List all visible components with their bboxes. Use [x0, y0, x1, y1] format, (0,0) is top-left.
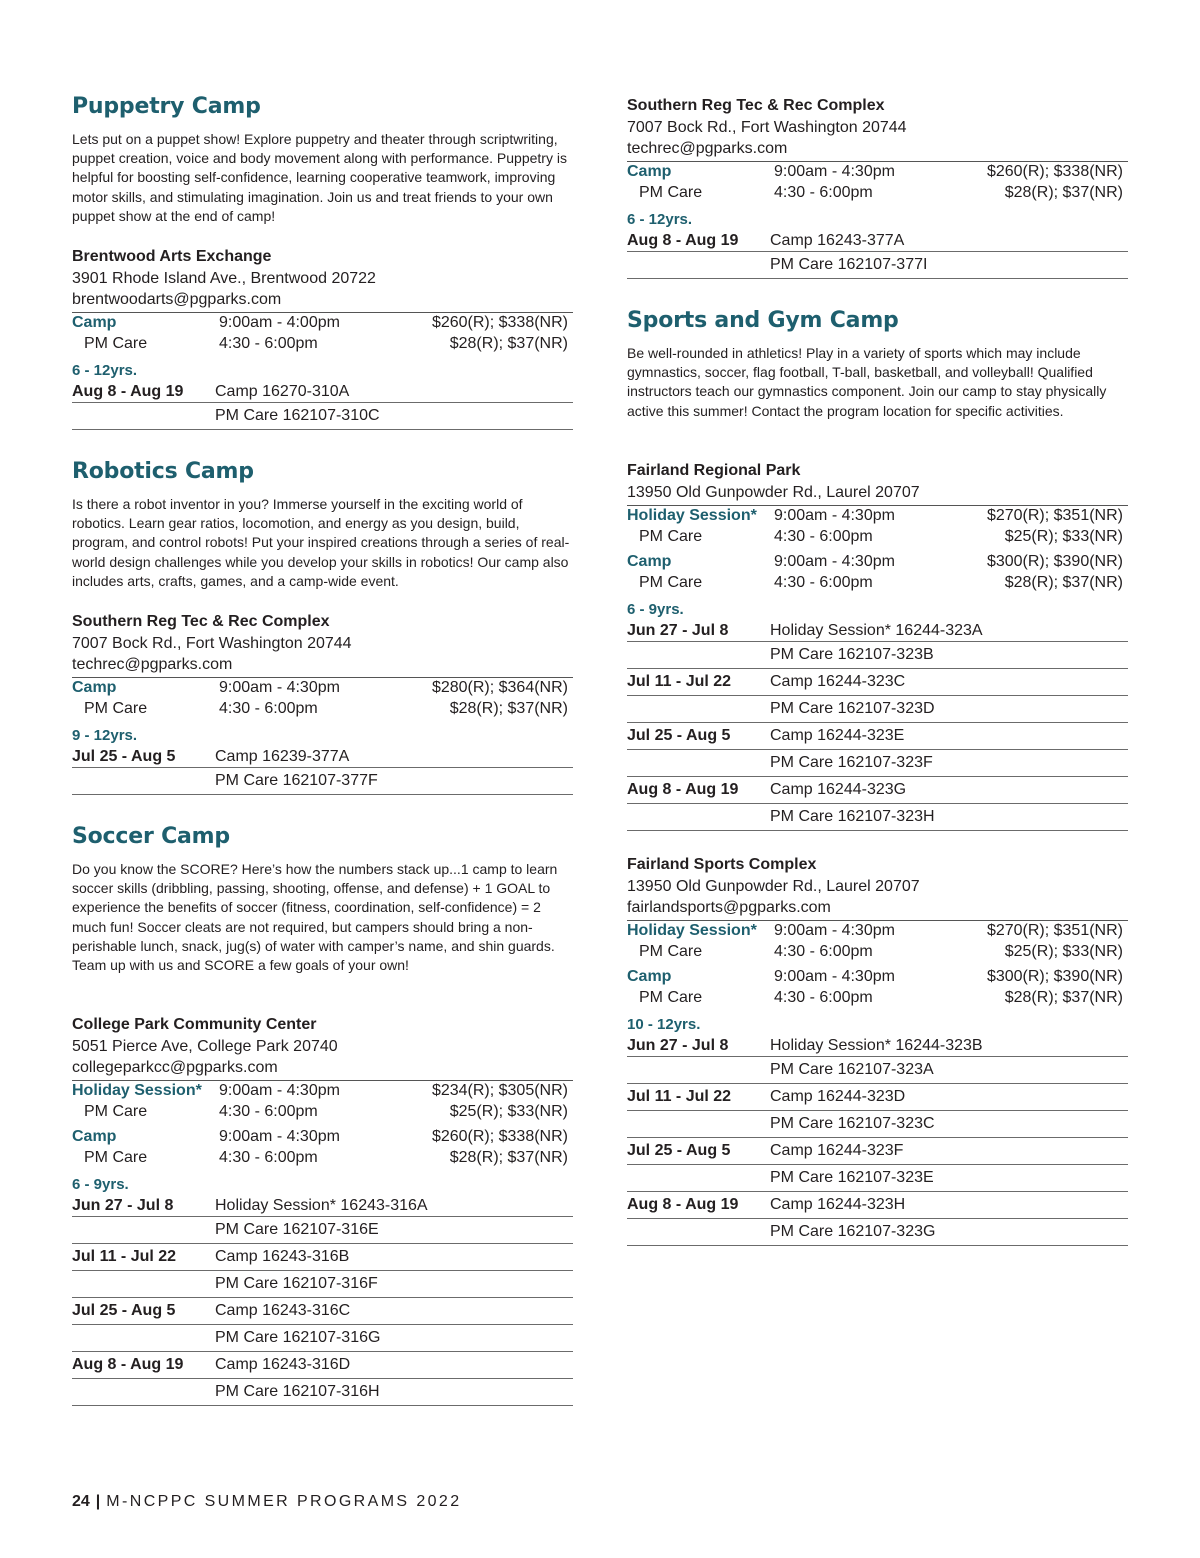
location-name: Southern Reg Tec & Rec Complex	[627, 97, 885, 114]
rate-time: 4:30 - 6:00pm	[219, 699, 318, 717]
session-code: PM Care 162107-323E	[770, 1169, 934, 1186]
rate-time: 4:30 - 6:00pm	[774, 988, 873, 1006]
rate-row	[72, 1081, 573, 1102]
session-row	[627, 642, 1128, 669]
rate-row	[627, 942, 1128, 963]
session-row	[627, 1084, 1128, 1111]
session-code: Camp 16243-316D	[215, 1356, 351, 1373]
page-number: 24	[72, 1493, 90, 1510]
session-row	[627, 777, 1128, 804]
session-code: Camp 16243-316C	[215, 1302, 351, 1319]
session-row	[627, 669, 1128, 696]
session-date: Jul 11 - Jul 22	[627, 1088, 732, 1105]
session-table	[72, 746, 573, 795]
session-code: PM Care 162107-323F	[770, 754, 933, 771]
rate-label: PM Care	[639, 942, 703, 960]
session-code: PM Care 162107-316H	[215, 1383, 380, 1400]
session-code: PM Care 162107-323G	[770, 1223, 936, 1240]
rate-price: $260(R); $338(NR)	[431, 314, 568, 331]
rate-time: 9:00am - 4:30pm	[774, 922, 895, 939]
rate-time: 9:00am - 4:30pm	[774, 163, 895, 180]
session-date: Jul 11 - Jul 22	[627, 673, 732, 690]
rate-time: 4:30 - 6:00pm	[219, 334, 318, 352]
robotics-location-block	[72, 612, 573, 675]
age-range: 6 - 9yrs.	[627, 601, 684, 618]
location-address: 13950 Old Gunpowder Rd., Laurel 20707	[627, 484, 920, 501]
rate-price: $260(R); $338(NR)	[431, 1128, 568, 1145]
footer-separator: |	[95, 1493, 101, 1510]
rate-time: 4:30 - 6:00pm	[774, 183, 873, 201]
rate-label: Camp	[627, 163, 672, 180]
session-row	[627, 1138, 1128, 1165]
location-address: 13950 Old Gunpowder Rd., Laurel 20707	[627, 878, 920, 895]
session-row	[627, 1111, 1128, 1138]
session-code: PM Care 162107-323C	[770, 1115, 935, 1132]
session-code: Camp 16270-310A	[215, 383, 350, 400]
session-date: Aug 8 - Aug 19	[72, 383, 184, 400]
rate-time: 4:30 - 6:00pm	[219, 1102, 318, 1120]
session-table	[72, 381, 573, 430]
rate-row	[627, 967, 1128, 988]
session-row	[72, 1271, 573, 1298]
page-footer	[72, 1493, 462, 1511]
session-code: PM Care 162107-377I	[770, 256, 928, 273]
rate-label: PM Care	[84, 1148, 148, 1166]
rate-time: 9:00am - 4:30pm	[774, 507, 895, 524]
rate-price: $270(R); $351(NR)	[986, 507, 1123, 524]
rate-row	[72, 678, 573, 699]
session-row	[627, 1165, 1128, 1192]
rate-time: 9:00am - 4:30pm	[219, 1082, 340, 1099]
rate-price: $25(R); $33(NR)	[449, 1102, 568, 1120]
rate-label: Camp	[72, 1128, 117, 1145]
session-row	[627, 804, 1128, 831]
rate-row	[627, 527, 1128, 548]
session-row	[72, 768, 573, 795]
session-code: PM Care 162107-323B	[770, 646, 934, 663]
rate-price: $28(R); $37(NR)	[1004, 573, 1123, 591]
location-name: College Park Community Center	[72, 1016, 317, 1033]
sports-camp-title: Sports and Gym Camp	[627, 308, 899, 333]
session-row	[627, 1219, 1128, 1246]
age-range: 6 - 12yrs.	[72, 362, 138, 379]
rate-price: $260(R); $338(NR)	[986, 163, 1123, 180]
southern-rate-table	[627, 161, 1128, 279]
rate-row	[627, 552, 1128, 573]
robotics-camp-title: Robotics Camp	[72, 459, 254, 484]
rate-time: 9:00am - 4:30pm	[774, 553, 895, 570]
rate-time: 4:30 - 6:00pm	[774, 573, 873, 591]
session-code: PM Care 162107-323A	[770, 1061, 934, 1078]
session-row	[627, 1057, 1128, 1084]
fairland-park-rate-table	[627, 505, 1128, 831]
publication-title: M-NCPPC SUMMER PROGRAMS 2022	[106, 1493, 462, 1510]
rate-time: 9:00am - 4:30pm	[219, 679, 340, 696]
session-code: Camp 16244-323C	[770, 673, 906, 690]
session-code: Camp 16239-377A	[215, 748, 350, 765]
rate-label: Camp	[627, 968, 672, 985]
rate-price: $280(R); $364(NR)	[431, 679, 568, 696]
rate-price: $25(R); $33(NR)	[1004, 527, 1123, 545]
puppetry-rate-table	[72, 312, 573, 430]
location-email[interactable]: techrec@pgparks.com	[72, 656, 233, 673]
session-date: Jun 27 - Jul 8	[627, 1037, 729, 1054]
location-email[interactable]: techrec@pgparks.com	[627, 140, 788, 157]
session-row	[627, 696, 1128, 723]
rate-price: $270(R); $351(NR)	[986, 922, 1123, 939]
session-code: Camp 16243-316B	[215, 1248, 350, 1265]
session-row	[72, 1244, 573, 1271]
session-date: Jul 11 - Jul 22	[72, 1248, 177, 1265]
age-range: 9 - 12yrs.	[72, 727, 138, 744]
session-code: PM Care 162107-377F	[215, 772, 378, 789]
age-range: 6 - 9yrs.	[72, 1176, 129, 1193]
location-name: Fairland Sports Complex	[627, 856, 817, 873]
rate-row	[72, 1127, 573, 1148]
rate-row	[627, 921, 1128, 942]
rate-price: $28(R); $37(NR)	[449, 1148, 568, 1166]
location-address: 7007 Bock Rd., Fort Washington 20744	[72, 635, 352, 652]
session-row	[627, 620, 1128, 642]
session-row	[72, 1217, 573, 1244]
session-code: PM Care 162107-316E	[215, 1221, 379, 1238]
session-date: Jul 25 - Aug 5	[627, 727, 731, 744]
soccer-camp-description: Do you know the SCORE? Here’s how the numbers stack up...1 camp to learn soccer skills (dribbling, passing, shooting, offense, and defense) + 1 GOAL to experience the benefits of soccer (fitness, coordination, self-confidence) = 2 much fun! Soccer cleats are not required, but campers should bring a non-perishable lunch, snack, jug(s) of water with camper’s name, and shin guards. Team up with us and SCORE a few goals of your own!	[72, 861, 558, 974]
rate-label: Holiday Session*	[72, 1082, 202, 1099]
session-row	[627, 723, 1128, 750]
rate-row	[627, 988, 1128, 1009]
rate-label: PM Care	[639, 988, 703, 1006]
soccer-rate-table	[72, 1080, 573, 1406]
rate-label: PM Care	[84, 334, 148, 352]
session-row	[72, 1195, 573, 1217]
session-row	[72, 1379, 573, 1406]
session-date: Jun 27 - Jul 8	[72, 1197, 174, 1214]
session-date: Aug 8 - Aug 19	[627, 1196, 739, 1213]
rate-row	[72, 1102, 573, 1123]
puppetry-camp-description: Lets put on a puppet show! Explore puppetry and theater through scriptwriting, puppet creation, voice and body movement along with performance. Puppetry is helpful for boosting self-confidence, learning cooperative teamwork, improving motor skills, and stimulating imagination. Join us and treat friends to your own puppet show at the end of camp!	[72, 131, 567, 224]
session-table	[72, 1195, 573, 1406]
robotics-camp-description: Is there a robot inventor in you? Immerse yourself in the exciting world of robotics. Learn gear ratios, locomotion, and energy as you design, build, program, and control robots! Put your inspired creations through a series of real-world design challenges while you develop your skills in robotics! Our camp also includes arts, crafts, games, and a camp-wide event.	[72, 496, 570, 589]
rate-price: $234(R); $305(NR)	[431, 1082, 568, 1099]
fairland-sports-rate-table	[627, 920, 1128, 1246]
age-range: 10 - 12yrs.	[627, 1016, 701, 1033]
session-row	[627, 230, 1128, 252]
rate-price: $300(R); $390(NR)	[986, 968, 1123, 985]
robotics-rate-table	[72, 677, 573, 795]
session-date: Aug 8 - Aug 19	[627, 781, 739, 798]
rate-label: PM Care	[84, 1102, 148, 1120]
location-address: 3901 Rhode Island Ave., Brentwood 20722	[72, 270, 376, 287]
rate-row	[72, 1148, 573, 1169]
rate-label: Holiday Session*	[627, 922, 757, 939]
rate-row	[72, 699, 573, 720]
rate-label: PM Care	[84, 699, 148, 717]
rate-price: $300(R); $390(NR)	[986, 553, 1123, 570]
session-code: Camp 16243-377A	[770, 232, 905, 249]
rate-time: 4:30 - 6:00pm	[774, 942, 873, 960]
location-name: Brentwood Arts Exchange	[72, 248, 272, 265]
rate-row	[627, 573, 1128, 594]
session-row	[72, 1298, 573, 1325]
session-row	[627, 1192, 1128, 1219]
session-code: PM Care 162107-310C	[215, 407, 380, 424]
puppetry-camp-title: Puppetry Camp	[72, 94, 261, 119]
rate-time: 4:30 - 6:00pm	[774, 527, 873, 545]
rate-label: Holiday Session*	[627, 507, 757, 524]
session-date: Jul 25 - Aug 5	[72, 748, 176, 765]
rate-price: $28(R); $37(NR)	[1004, 988, 1123, 1006]
session-date: Aug 8 - Aug 19	[72, 1356, 184, 1373]
rate-time: 9:00am - 4:30pm	[774, 968, 895, 985]
fairland-sports-location-block	[627, 855, 1128, 918]
location-name: Southern Reg Tec & Rec Complex	[72, 613, 330, 630]
soccer-camp-title: Soccer Camp	[72, 824, 230, 849]
location-address: 5051 Pierce Ave, College Park 20740	[72, 1038, 338, 1055]
location-email[interactable]: fairlandsports@pgparks.com	[627, 899, 831, 916]
sports-camp-description: Be well-rounded in athletics! Play in a variety of sports which may include gymnastics, soccer, flag football, T-ball, basketball, and volleyball! Qualified instructors teach our gymnastics component. Join our camp to stay physically active this summer! Contact the program location for specific activities.	[627, 345, 1107, 419]
session-row	[72, 381, 573, 403]
session-row	[72, 746, 573, 768]
session-row	[627, 750, 1128, 777]
rate-time: 9:00am - 4:00pm	[219, 314, 340, 331]
session-code: Holiday Session* 16244-323B	[770, 1037, 983, 1054]
session-row	[72, 1352, 573, 1379]
rate-label: PM Care	[639, 183, 703, 201]
session-code: Holiday Session* 16243-316A	[215, 1197, 428, 1214]
rate-price: $28(R); $37(NR)	[1004, 183, 1123, 201]
rate-label: Camp	[72, 679, 117, 696]
session-code: Holiday Session* 16244-323A	[770, 622, 983, 639]
fairland-park-location-block	[627, 461, 1128, 503]
rate-row	[72, 334, 573, 355]
session-code: Camp 16244-323F	[770, 1142, 904, 1159]
rate-time: 4:30 - 6:00pm	[219, 1148, 318, 1166]
session-row	[72, 403, 573, 430]
location-email[interactable]: collegeparkcc@pgparks.com	[72, 1059, 278, 1076]
location-address: 7007 Bock Rd., Fort Washington 20744	[627, 119, 907, 136]
puppetry-location-block	[72, 247, 573, 310]
session-code: PM Care 162107-316G	[215, 1329, 381, 1346]
session-code: PM Care 162107-323H	[770, 808, 935, 825]
soccer-location-block	[72, 1015, 573, 1078]
session-table	[627, 230, 1128, 279]
rate-label: PM Care	[639, 573, 703, 591]
session-table	[627, 1035, 1128, 1246]
rate-row	[627, 162, 1128, 183]
rate-row	[627, 506, 1128, 527]
session-code: Camp 16244-323G	[770, 781, 907, 798]
rate-time: 9:00am - 4:30pm	[219, 1128, 340, 1145]
age-range: 6 - 12yrs.	[627, 211, 693, 228]
rate-price: $25(R); $33(NR)	[1004, 942, 1123, 960]
session-table	[627, 620, 1128, 831]
session-code: Camp 16244-323E	[770, 727, 905, 744]
session-code: PM Care 162107-316F	[215, 1275, 378, 1292]
session-date: Jul 25 - Aug 5	[72, 1302, 176, 1319]
rate-price: $28(R); $37(NR)	[449, 334, 568, 352]
session-code: Camp 16244-323D	[770, 1088, 906, 1105]
location-name: Fairland Regional Park	[627, 462, 801, 479]
rate-label: Camp	[627, 553, 672, 570]
session-code: PM Care 162107-323D	[770, 700, 935, 717]
session-row	[627, 1035, 1128, 1057]
session-row	[72, 1325, 573, 1352]
rate-row	[72, 313, 573, 334]
rate-label: PM Care	[639, 527, 703, 545]
rate-price: $28(R); $37(NR)	[449, 699, 568, 717]
location-email[interactable]: brentwoodarts@pgparks.com	[72, 291, 282, 308]
southern-location-block	[627, 96, 1128, 159]
session-date: Jul 25 - Aug 5	[627, 1142, 731, 1159]
session-code: Camp 16244-323H	[770, 1196, 906, 1213]
rate-label: Camp	[72, 314, 117, 331]
session-date: Aug 8 - Aug 19	[627, 232, 739, 249]
rate-row	[627, 183, 1128, 204]
session-date: Jun 27 - Jul 8	[627, 622, 729, 639]
session-row	[627, 252, 1128, 279]
